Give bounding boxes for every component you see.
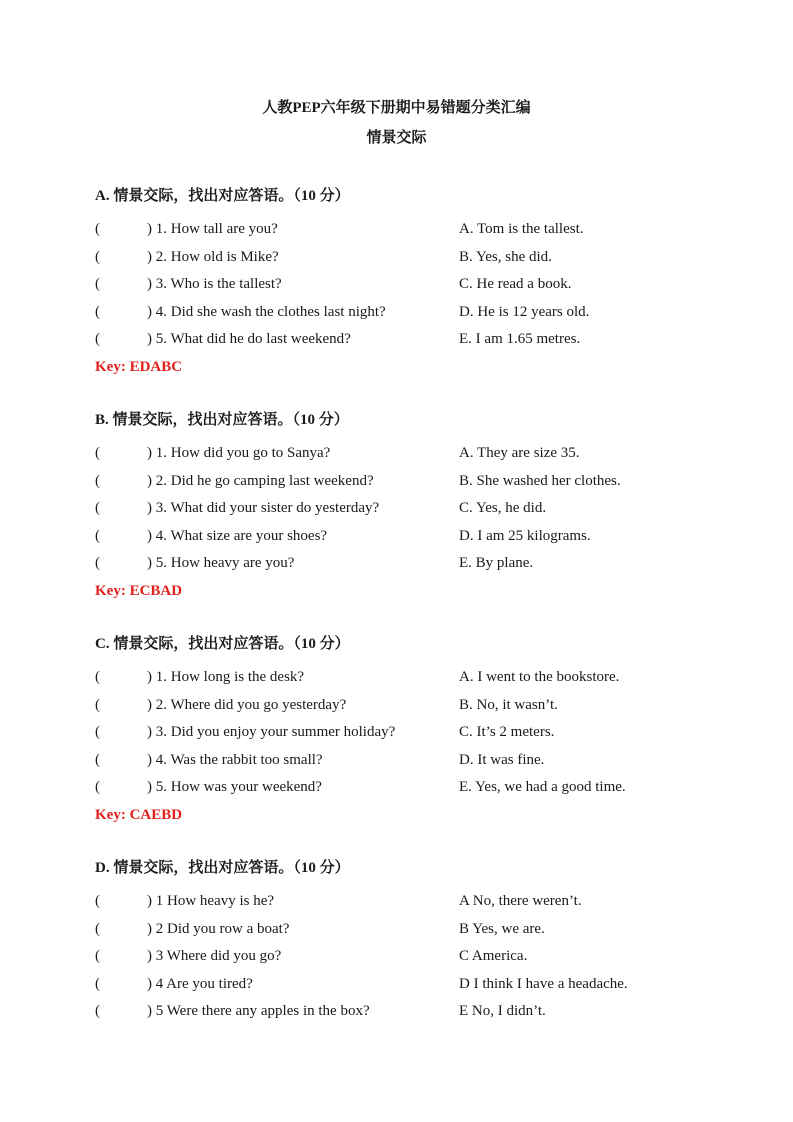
answer-blank[interactable]: ( xyxy=(95,724,100,741)
question-row xyxy=(95,747,715,775)
question-row xyxy=(95,774,715,802)
answer-option: E. Yes, we had a good time. xyxy=(459,779,626,796)
answer-option: C. It’s 2 meters. xyxy=(459,724,555,741)
answer-option: C. Yes, he did. xyxy=(459,500,547,517)
question-text: ) 1 How heavy is he? xyxy=(147,893,275,909)
answer-blank[interactable]: ( xyxy=(95,472,100,489)
answer-blank[interactable]: ( xyxy=(95,920,100,937)
answer-blank[interactable]: ( xyxy=(95,751,100,768)
answer-blank[interactable]: ( xyxy=(95,975,100,992)
answer-blank[interactable]: ( xyxy=(95,893,100,909)
section-d xyxy=(95,857,715,1026)
answer-key: Key: CAEBD xyxy=(95,806,183,823)
answer-option: A. I went to the bookstore. xyxy=(459,669,620,685)
question-text: ) 1. How tall are you? xyxy=(147,221,278,237)
section-c xyxy=(95,633,715,830)
answer-option: B. No, it wasn’t. xyxy=(459,696,558,713)
answer-option: B. She washed her clothes. xyxy=(459,472,621,489)
answer-blank[interactable]: ( xyxy=(95,303,100,320)
answer-option: B. Yes, she did. xyxy=(459,248,552,265)
answer-option: D I think I have a headache. xyxy=(459,975,628,992)
question-text: ) 3. Who is the tallest? xyxy=(147,276,282,293)
answer-blank[interactable]: ( xyxy=(95,248,100,265)
answer-blank[interactable]: ( xyxy=(95,221,100,237)
question-text: ) 4 Are you tired? xyxy=(147,975,253,992)
answer-option: D. He is 12 years old. xyxy=(459,303,590,320)
answer-option: C. He read a book. xyxy=(459,276,572,293)
section-heading: C. 情景交际，找出对应答语。（10 分） xyxy=(95,636,350,652)
answer-blank[interactable]: ( xyxy=(95,669,100,685)
question-text: ) 2. Did he go camping last weekend? xyxy=(147,472,374,489)
section-b xyxy=(95,409,715,606)
question-text: ) 4. What size are your shoes? xyxy=(147,527,328,544)
answer-option: A. Tom is the tallest. xyxy=(459,221,584,237)
question-text: ) 1. How long is the desk? xyxy=(147,669,305,685)
question-text: ) 5. What did he do last weekend? xyxy=(147,331,351,348)
question-text: ) 1. How did you go to Sanya? xyxy=(147,445,331,461)
question-text: ) 2 Did you row a boat? xyxy=(147,920,290,937)
question-text: ) 5. How was your weekend? xyxy=(147,779,322,796)
answer-key: Key: EDABC xyxy=(95,358,183,375)
answer-key: Key: ECBAD xyxy=(95,582,183,599)
question-text: ) 2. Where did you go yesterday? xyxy=(147,696,347,713)
answer-blank[interactable]: ( xyxy=(95,555,100,572)
answer-option: C America. xyxy=(459,948,528,965)
question-text: ) 3 Where did you go? xyxy=(147,948,282,965)
answer-blank[interactable]: ( xyxy=(95,779,100,796)
question-row xyxy=(95,271,715,299)
section-heading: A. 情景交际，找出对应答语。（10 分） xyxy=(95,188,350,204)
question-row xyxy=(95,719,715,747)
question-text: ) 5 Were there any apples in the box? xyxy=(147,1003,370,1020)
question-row xyxy=(95,326,715,354)
question-row xyxy=(95,244,715,272)
answer-option: E. By plane. xyxy=(459,555,534,572)
question-text: ) 4. Did she wash the clothes last night? xyxy=(147,303,386,320)
question-row xyxy=(95,971,715,999)
question-row xyxy=(95,664,715,692)
answer-option: A. They are size 35. xyxy=(459,445,580,461)
answer-option: A No, there weren’t. xyxy=(459,893,582,909)
answer-blank[interactable]: ( xyxy=(95,948,100,965)
question-row xyxy=(95,916,715,944)
question-text: ) 4. Was the rabbit too small? xyxy=(147,751,323,768)
question-row xyxy=(95,299,715,327)
question-row xyxy=(95,216,715,244)
question-row xyxy=(95,468,715,496)
question-row xyxy=(95,495,715,523)
question-row xyxy=(95,523,715,551)
answer-option: D. I am 25 kilograms. xyxy=(459,527,591,544)
section-a xyxy=(95,185,715,382)
question-row xyxy=(95,888,715,916)
question-text: ) 5. How heavy are you? xyxy=(147,555,295,572)
answer-blank[interactable]: ( xyxy=(95,331,100,348)
answer-option: E No, I didn’t. xyxy=(459,1003,546,1020)
page-subtitle: 情景交际 xyxy=(366,130,427,146)
answer-blank[interactable]: ( xyxy=(95,1003,100,1020)
answer-blank[interactable]: ( xyxy=(95,445,100,461)
answer-option: E. I am 1.65 metres. xyxy=(459,331,581,348)
question-row xyxy=(95,943,715,971)
answer-option: D. It was fine. xyxy=(459,751,545,768)
page-title: 人教PEP六年级下册期中易错题分类汇编 xyxy=(262,100,531,116)
answer-option: B Yes, we are. xyxy=(459,920,545,937)
answer-blank[interactable]: ( xyxy=(95,696,100,713)
answer-blank[interactable]: ( xyxy=(95,500,100,517)
section-heading: D. 情景交际，找出对应答语。（10 分） xyxy=(95,860,350,876)
question-row xyxy=(95,998,715,1026)
section-heading: B. 情景交际，找出对应答语。（10 分） xyxy=(95,412,349,428)
question-text: ) 2. How old is Mike? xyxy=(147,248,279,265)
question-text: ) 3. What did your sister do yesterday? xyxy=(147,500,380,517)
question-text: ) 3. Did you enjoy your summer holiday? xyxy=(147,724,396,741)
question-row xyxy=(95,692,715,720)
question-row xyxy=(95,440,715,468)
question-row xyxy=(95,550,715,578)
answer-blank[interactable]: ( xyxy=(95,276,100,293)
answer-blank[interactable]: ( xyxy=(95,527,100,544)
